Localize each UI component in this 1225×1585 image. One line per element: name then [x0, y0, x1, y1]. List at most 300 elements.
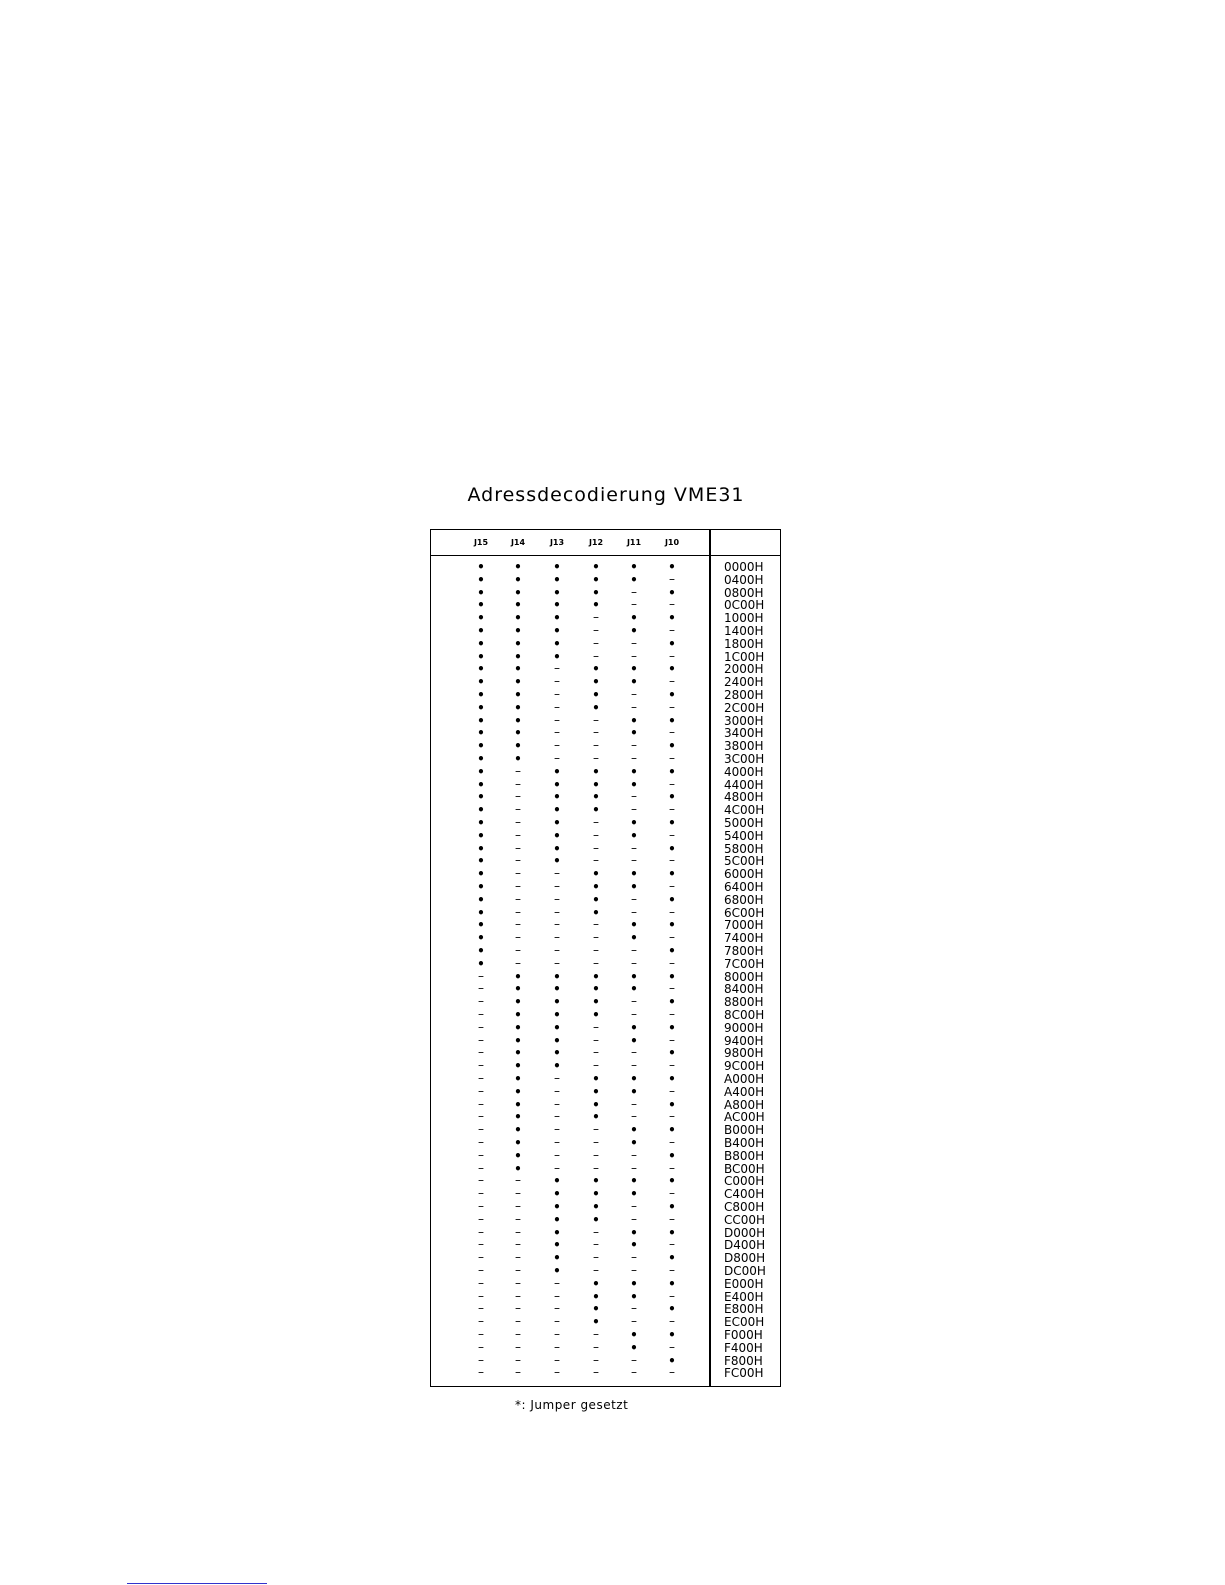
jumper-open-mark: – — [669, 1186, 675, 1201]
jumper-open-mark: – — [593, 623, 599, 637]
jumper-open-mark: – — [515, 955, 521, 970]
jumper-set-mark: • — [592, 675, 600, 690]
jumper-open-mark: – — [554, 891, 560, 906]
jumper-open-mark: – — [554, 1301, 560, 1316]
jumper-set-mark: • — [630, 1084, 638, 1099]
jumper-open-mark: – — [554, 1314, 560, 1329]
jumper-open-mark: – — [669, 1032, 675, 1047]
jumper-open-mark: – — [515, 930, 521, 945]
jumper-open-mark: – — [478, 1365, 484, 1380]
jumper-open-mark: – — [669, 1109, 675, 1124]
jumper-open-mark: – — [669, 1058, 675, 1073]
jumper-open-mark: – — [554, 661, 560, 676]
jumper-set-mark: • — [630, 726, 638, 741]
jumper-set-mark: • — [592, 995, 600, 1010]
address-value: 3400H — [724, 726, 764, 741]
jumper-open-mark: – — [669, 571, 675, 586]
address-value: 9800H — [724, 1046, 764, 1061]
jumper-set-mark: • — [592, 1187, 600, 1202]
jumper-open-mark: – — [478, 1045, 484, 1060]
jumper-set-mark: • — [668, 944, 676, 958]
jumper-set-mark: • — [514, 598, 522, 613]
jumper-set-mark: • — [514, 969, 522, 984]
jumper-set-mark: • — [630, 662, 638, 677]
address-value: F400H — [724, 1340, 763, 1355]
jumper-set-mark: • — [553, 777, 561, 792]
jumper-set-mark: • — [553, 1174, 561, 1189]
jumper-open-mark: – — [554, 1135, 560, 1149]
jumper-open-mark: – — [669, 853, 675, 868]
jumper-open-mark: – — [669, 1160, 675, 1175]
jumper-set-mark: • — [592, 1200, 600, 1214]
jumper-set-mark: • — [630, 1238, 638, 1253]
address-value: 2000H — [724, 662, 764, 677]
jumper-open-mark: – — [631, 1160, 637, 1175]
jumper-set-mark: • — [553, 995, 561, 1010]
jumper-open-mark: – — [669, 699, 675, 714]
jumper-set-mark: • — [592, 1084, 600, 1099]
jumper-open-mark: – — [631, 1007, 637, 1021]
jumper-open-mark: – — [554, 917, 560, 932]
jumper-open-mark: – — [631, 1250, 637, 1265]
jumper-set-mark: • — [592, 803, 600, 818]
jumper-open-mark: – — [631, 853, 637, 868]
address-value: 5800H — [724, 841, 764, 856]
jumper-set-mark: • — [630, 624, 638, 638]
jumper-open-mark: – — [593, 738, 599, 753]
jumper-set-mark: • — [514, 726, 522, 741]
jumper-set-mark: • — [477, 611, 485, 626]
jumper-set-mark: • — [630, 931, 638, 946]
jumper-set-mark: • — [553, 816, 561, 830]
jumper-set-mark: • — [553, 611, 561, 626]
jumper-set-mark: • — [514, 700, 522, 715]
jumper-open-mark: – — [554, 738, 560, 753]
jumper-open-mark: – — [515, 1199, 521, 1213]
jumper-open-mark: – — [631, 687, 637, 701]
jumper-open-mark: – — [478, 1199, 484, 1213]
jumper-set-mark: • — [668, 1097, 676, 1112]
jumper-open-mark: – — [554, 1288, 560, 1303]
jumper-open-mark: – — [515, 1365, 521, 1380]
jumper-set-mark: • — [477, 841, 485, 856]
jumper-set-mark: • — [592, 1302, 600, 1317]
address-value: 0800H — [724, 585, 764, 600]
jumper-set-mark: • — [668, 739, 676, 754]
address-value: E400H — [724, 1289, 764, 1304]
jumper-set-mark: • — [630, 764, 638, 779]
jumper-set-mark: • — [592, 585, 600, 600]
jumper-open-mark: – — [669, 725, 675, 740]
jumper-open-mark: – — [631, 904, 637, 919]
jumper-open-mark: – — [631, 1365, 637, 1380]
address-value: 6000H — [724, 867, 764, 882]
jumper-set-mark: • — [668, 995, 676, 1010]
jumper-open-mark: – — [631, 1058, 637, 1073]
address-value: CC00H — [724, 1212, 766, 1227]
jumper-set-mark: • — [514, 1097, 522, 1112]
jumper-open-mark: – — [478, 994, 484, 1009]
jumper-set-mark: • — [630, 713, 638, 728]
jumper-set-mark: • — [668, 636, 676, 651]
jumper-set-mark: • — [553, 841, 561, 856]
jumper-set-mark: • — [630, 982, 638, 997]
jumper-open-mark: – — [669, 930, 675, 945]
jumper-open-mark: – — [478, 1096, 484, 1111]
jumper-set-mark: • — [514, 1148, 522, 1163]
jumper-set-mark: • — [630, 828, 638, 843]
jumper-set-mark: • — [668, 713, 676, 728]
jumper-set-mark: • — [553, 585, 561, 600]
column-header-j14: J14 — [510, 538, 526, 547]
jumper-open-mark: – — [669, 827, 675, 842]
jumper-open-mark: – — [478, 1007, 484, 1021]
jumper-open-mark: – — [515, 802, 521, 817]
jumper-set-mark: • — [514, 1033, 522, 1048]
jumper-open-mark: – — [515, 1301, 521, 1316]
jumper-open-mark: – — [478, 1301, 484, 1316]
jumper-set-mark: • — [553, 636, 561, 651]
jumper-set-mark: • — [592, 700, 600, 715]
jumper-set-mark: • — [668, 1251, 676, 1266]
jumper-set-mark: • — [477, 918, 485, 933]
jumper-open-mark: – — [669, 981, 675, 996]
jumper-set-mark: • — [630, 867, 638, 882]
table-column-divider — [709, 529, 711, 1387]
jumper-open-mark: – — [478, 1083, 484, 1098]
table-header-divider — [430, 555, 781, 556]
address-value: 0000H — [724, 560, 764, 574]
jumper-set-mark: • — [514, 611, 522, 626]
jumper-set-mark: • — [668, 790, 676, 805]
jumper-set-mark: • — [477, 662, 485, 677]
jumper-open-mark: – — [554, 1160, 560, 1175]
jumper-set-mark: • — [514, 1084, 522, 1099]
jumper-open-mark: – — [554, 879, 560, 893]
jumper-set-mark: • — [630, 1289, 638, 1304]
jumper-open-mark: – — [478, 1288, 484, 1303]
jumper-set-mark: • — [477, 931, 485, 946]
address-value: C400H — [724, 1187, 765, 1202]
jumper-set-mark: • — [553, 1251, 561, 1266]
jumper-open-mark: – — [515, 1339, 521, 1354]
jumper-set-mark: • — [477, 828, 485, 843]
jumper-set-mark: • — [668, 560, 676, 574]
column-header-j12: J12 — [588, 538, 604, 547]
column-header-j13: J13 — [549, 538, 565, 547]
jumper-open-mark: – — [631, 648, 637, 663]
address-value: 1C00H — [724, 649, 765, 664]
jumper-set-mark: • — [514, 1136, 522, 1150]
jumper-set-mark: • — [630, 560, 638, 574]
jumper-open-mark: – — [478, 1327, 484, 1341]
address-value: 1400H — [724, 624, 764, 638]
jumper-set-mark: • — [630, 572, 638, 587]
jumper-set-mark: • — [630, 1174, 638, 1189]
address-value: 5400H — [724, 828, 764, 843]
jumper-set-mark: • — [592, 867, 600, 882]
jumper-set-mark: • — [553, 828, 561, 843]
jumper-open-mark: – — [515, 1224, 521, 1239]
jumper-set-mark: • — [514, 624, 522, 638]
jumper-set-mark: • — [668, 1225, 676, 1240]
jumper-open-mark: – — [554, 1147, 560, 1162]
jumper-set-mark: • — [514, 560, 522, 574]
jumper-set-mark: • — [630, 1187, 638, 1202]
jumper-set-mark: • — [553, 598, 561, 613]
jumper-open-mark: – — [515, 904, 521, 919]
column-header-j15: J15 — [473, 538, 489, 547]
jumper-open-mark: – — [631, 789, 637, 804]
address-value: DC00H — [724, 1264, 766, 1278]
jumper-open-mark: – — [593, 1058, 599, 1073]
address-value: 8C00H — [724, 1008, 765, 1022]
jumper-set-mark: • — [553, 1046, 561, 1061]
address-value: A000H — [724, 1072, 765, 1086]
jumper-open-mark: – — [631, 840, 637, 855]
address-value: C000H — [724, 1174, 765, 1189]
jumper-open-mark: – — [669, 1211, 675, 1226]
jumper-open-mark: – — [515, 763, 521, 778]
jumper-open-mark: – — [478, 1109, 484, 1124]
jumper-set-mark: • — [592, 1212, 600, 1227]
jumper-set-mark: • — [592, 560, 600, 574]
jumper-set-mark: • — [514, 1059, 522, 1074]
jumper-set-mark: • — [668, 764, 676, 779]
jumper-set-mark: • — [514, 1072, 522, 1086]
address-value: FC00H — [724, 1366, 764, 1381]
jumper-open-mark: – — [515, 879, 521, 893]
jumper-open-mark: – — [554, 674, 560, 689]
address-value: 4C00H — [724, 803, 765, 818]
jumper-open-mark: – — [478, 1058, 484, 1073]
jumper-set-mark: • — [668, 1174, 676, 1189]
jumper-open-mark: – — [515, 1275, 521, 1290]
jumper-set-mark: • — [592, 572, 600, 587]
jumper-set-mark: • — [592, 1008, 600, 1022]
jumper-open-mark: – — [593, 930, 599, 945]
address-value: B000H — [724, 1123, 765, 1138]
address-value: 7400H — [724, 931, 764, 946]
jumper-open-mark: – — [631, 1147, 637, 1162]
jumper-open-mark: – — [478, 1237, 484, 1252]
jumper-open-mark: – — [593, 712, 599, 727]
jumper-open-mark: – — [554, 699, 560, 714]
address-value: 6800H — [724, 892, 764, 907]
jumper-open-mark: – — [478, 981, 484, 996]
jumper-open-mark: – — [669, 879, 675, 893]
jumper-open-mark: – — [554, 687, 560, 701]
jumper-set-mark: • — [553, 1212, 561, 1227]
jumper-open-mark: – — [631, 751, 637, 765]
jumper-open-mark: – — [554, 1071, 560, 1085]
jumper-open-mark: – — [478, 968, 484, 983]
jumper-set-mark: • — [630, 1136, 638, 1150]
jumper-open-mark: – — [515, 1327, 521, 1341]
jumper-set-mark: • — [553, 1187, 561, 1202]
address-value: F800H — [724, 1353, 763, 1368]
jumper-open-mark: – — [554, 955, 560, 970]
jumper-open-mark: – — [669, 1007, 675, 1021]
jumper-open-mark: – — [554, 1327, 560, 1341]
jumper-set-mark: • — [630, 880, 638, 894]
column-header-j11: J11 — [626, 538, 642, 547]
jumper-set-mark: • — [668, 1276, 676, 1291]
jumper-set-mark: • — [477, 713, 485, 728]
jumper-open-mark: – — [554, 943, 560, 957]
address-value: A800H — [724, 1097, 765, 1112]
jumper-open-mark: – — [669, 1365, 675, 1380]
jumper-set-mark: • — [553, 1200, 561, 1214]
address-value: C800H — [724, 1200, 765, 1214]
jumper-open-mark: – — [593, 815, 599, 829]
jumper-set-mark: • — [668, 1353, 676, 1368]
jumper-set-mark: • — [477, 803, 485, 818]
address-value: 2400H — [724, 675, 764, 690]
jumper-open-mark: – — [669, 1083, 675, 1098]
jumper-open-mark: – — [554, 1083, 560, 1098]
jumper-open-mark: – — [631, 1314, 637, 1329]
address-value: 9C00H — [724, 1059, 765, 1074]
jumper-set-mark: • — [592, 1072, 600, 1086]
jumper-open-mark: – — [515, 1288, 521, 1303]
jumper-set-mark: • — [630, 1072, 638, 1086]
jumper-set-mark: • — [477, 905, 485, 920]
jumper-open-mark: – — [669, 623, 675, 637]
jumper-open-mark: – — [593, 955, 599, 970]
jumper-open-mark: – — [515, 943, 521, 957]
jumper-open-mark: – — [515, 1263, 521, 1277]
jumper-set-mark: • — [477, 726, 485, 741]
jumper-set-mark: • — [514, 995, 522, 1010]
address-value: 1800H — [724, 636, 764, 651]
address-value: 0C00H — [724, 598, 765, 613]
jumper-open-mark: – — [669, 776, 675, 791]
jumper-open-mark: – — [515, 866, 521, 881]
jumper-set-mark: • — [592, 880, 600, 894]
jumper-set-mark: • — [592, 982, 600, 997]
jumper-open-mark: – — [515, 1314, 521, 1329]
jumper-open-mark: – — [669, 802, 675, 817]
jumper-set-mark: • — [477, 598, 485, 613]
jumper-set-mark: • — [668, 1200, 676, 1214]
jumper-open-mark: – — [631, 738, 637, 753]
jumper-open-mark: – — [554, 1096, 560, 1111]
jumper-set-mark: • — [630, 611, 638, 626]
address-value: 3800H — [724, 739, 764, 754]
jumper-set-mark: • — [668, 969, 676, 984]
address-value: 8800H — [724, 995, 764, 1010]
address-value: D800H — [724, 1251, 766, 1266]
jumper-open-mark: – — [593, 751, 599, 765]
jumper-set-mark: • — [668, 1328, 676, 1342]
jumper-set-mark: • — [553, 1008, 561, 1022]
jumper-set-mark: • — [553, 1264, 561, 1278]
jumper-set-mark: • — [477, 675, 485, 690]
jumper-open-mark: – — [478, 1019, 484, 1034]
jumper-set-mark: • — [668, 1046, 676, 1061]
jumper-open-mark: – — [631, 584, 637, 599]
jumper-open-mark: – — [515, 1186, 521, 1201]
jumper-set-mark: • — [668, 1020, 676, 1035]
jumper-open-mark: – — [669, 597, 675, 612]
jumper-open-mark: – — [593, 635, 599, 650]
jumper-set-mark: • — [477, 560, 485, 574]
jumper-open-mark: – — [554, 751, 560, 765]
jumper-set-mark: • — [668, 611, 676, 626]
jumper-open-mark: – — [631, 1109, 637, 1124]
jumper-open-mark: – — [478, 1263, 484, 1277]
jumper-set-mark: • — [592, 598, 600, 613]
jumper-open-mark: – — [554, 1122, 560, 1137]
address-value: 5000H — [724, 816, 764, 830]
jumper-open-mark: – — [478, 1314, 484, 1329]
address-value: 1000H — [724, 611, 764, 626]
jumper-open-mark: – — [669, 1135, 675, 1149]
jumper-open-mark: – — [593, 610, 599, 625]
jumper-open-mark: – — [631, 891, 637, 906]
jumper-open-mark: – — [478, 1250, 484, 1265]
jumper-set-mark: • — [477, 764, 485, 779]
address-value: 0400H — [724, 572, 764, 587]
jumper-set-mark: • — [553, 803, 561, 818]
jumper-set-mark: • — [630, 1276, 638, 1291]
jumper-set-mark: • — [553, 1238, 561, 1253]
jumper-open-mark: – — [593, 1365, 599, 1380]
jumper-set-mark: • — [514, 1008, 522, 1022]
jumper-set-mark: • — [592, 688, 600, 702]
jumper-open-mark: – — [631, 994, 637, 1009]
jumper-open-mark: – — [515, 776, 521, 791]
address-value: D000H — [724, 1225, 766, 1240]
jumper-open-mark: – — [669, 904, 675, 919]
jumper-set-mark: • — [514, 662, 522, 677]
jumper-open-mark: – — [593, 1032, 599, 1047]
jumper-open-mark: – — [554, 904, 560, 919]
jumper-set-mark: • — [477, 880, 485, 894]
jumper-set-mark: • — [553, 1059, 561, 1074]
jumper-set-mark: • — [630, 1225, 638, 1240]
jumper-open-mark: – — [631, 1211, 637, 1226]
jumper-set-mark: • — [668, 918, 676, 933]
address-value: D400H — [724, 1238, 766, 1253]
jumper-open-mark: – — [554, 1352, 560, 1367]
address-value: 8000H — [724, 969, 764, 984]
jumper-set-mark: • — [514, 572, 522, 587]
jumper-open-mark: – — [478, 1352, 484, 1367]
jumper-set-mark: • — [553, 764, 561, 779]
column-header-j10: J10 — [664, 538, 680, 547]
jumper-set-mark: • — [514, 688, 522, 702]
jumper-open-mark: – — [593, 1045, 599, 1060]
jumper-set-mark: • — [668, 892, 676, 907]
jumper-set-mark: • — [514, 585, 522, 600]
jumper-open-mark: – — [593, 1339, 599, 1354]
jumper-open-mark: – — [554, 1275, 560, 1290]
jumper-open-mark: – — [554, 1339, 560, 1354]
jumper-open-mark: – — [593, 1250, 599, 1265]
jumper-set-mark: • — [477, 752, 485, 766]
address-value: A400H — [724, 1084, 765, 1099]
jumper-set-mark: • — [514, 739, 522, 754]
jumper-set-mark: • — [592, 905, 600, 920]
jumper-set-mark: • — [630, 1020, 638, 1035]
jumper-set-mark: • — [477, 739, 485, 754]
jumper-open-mark: – — [593, 1237, 599, 1252]
jumper-open-mark: – — [631, 699, 637, 714]
jumper-set-mark: • — [592, 969, 600, 984]
address-value: 7C00H — [724, 956, 765, 971]
